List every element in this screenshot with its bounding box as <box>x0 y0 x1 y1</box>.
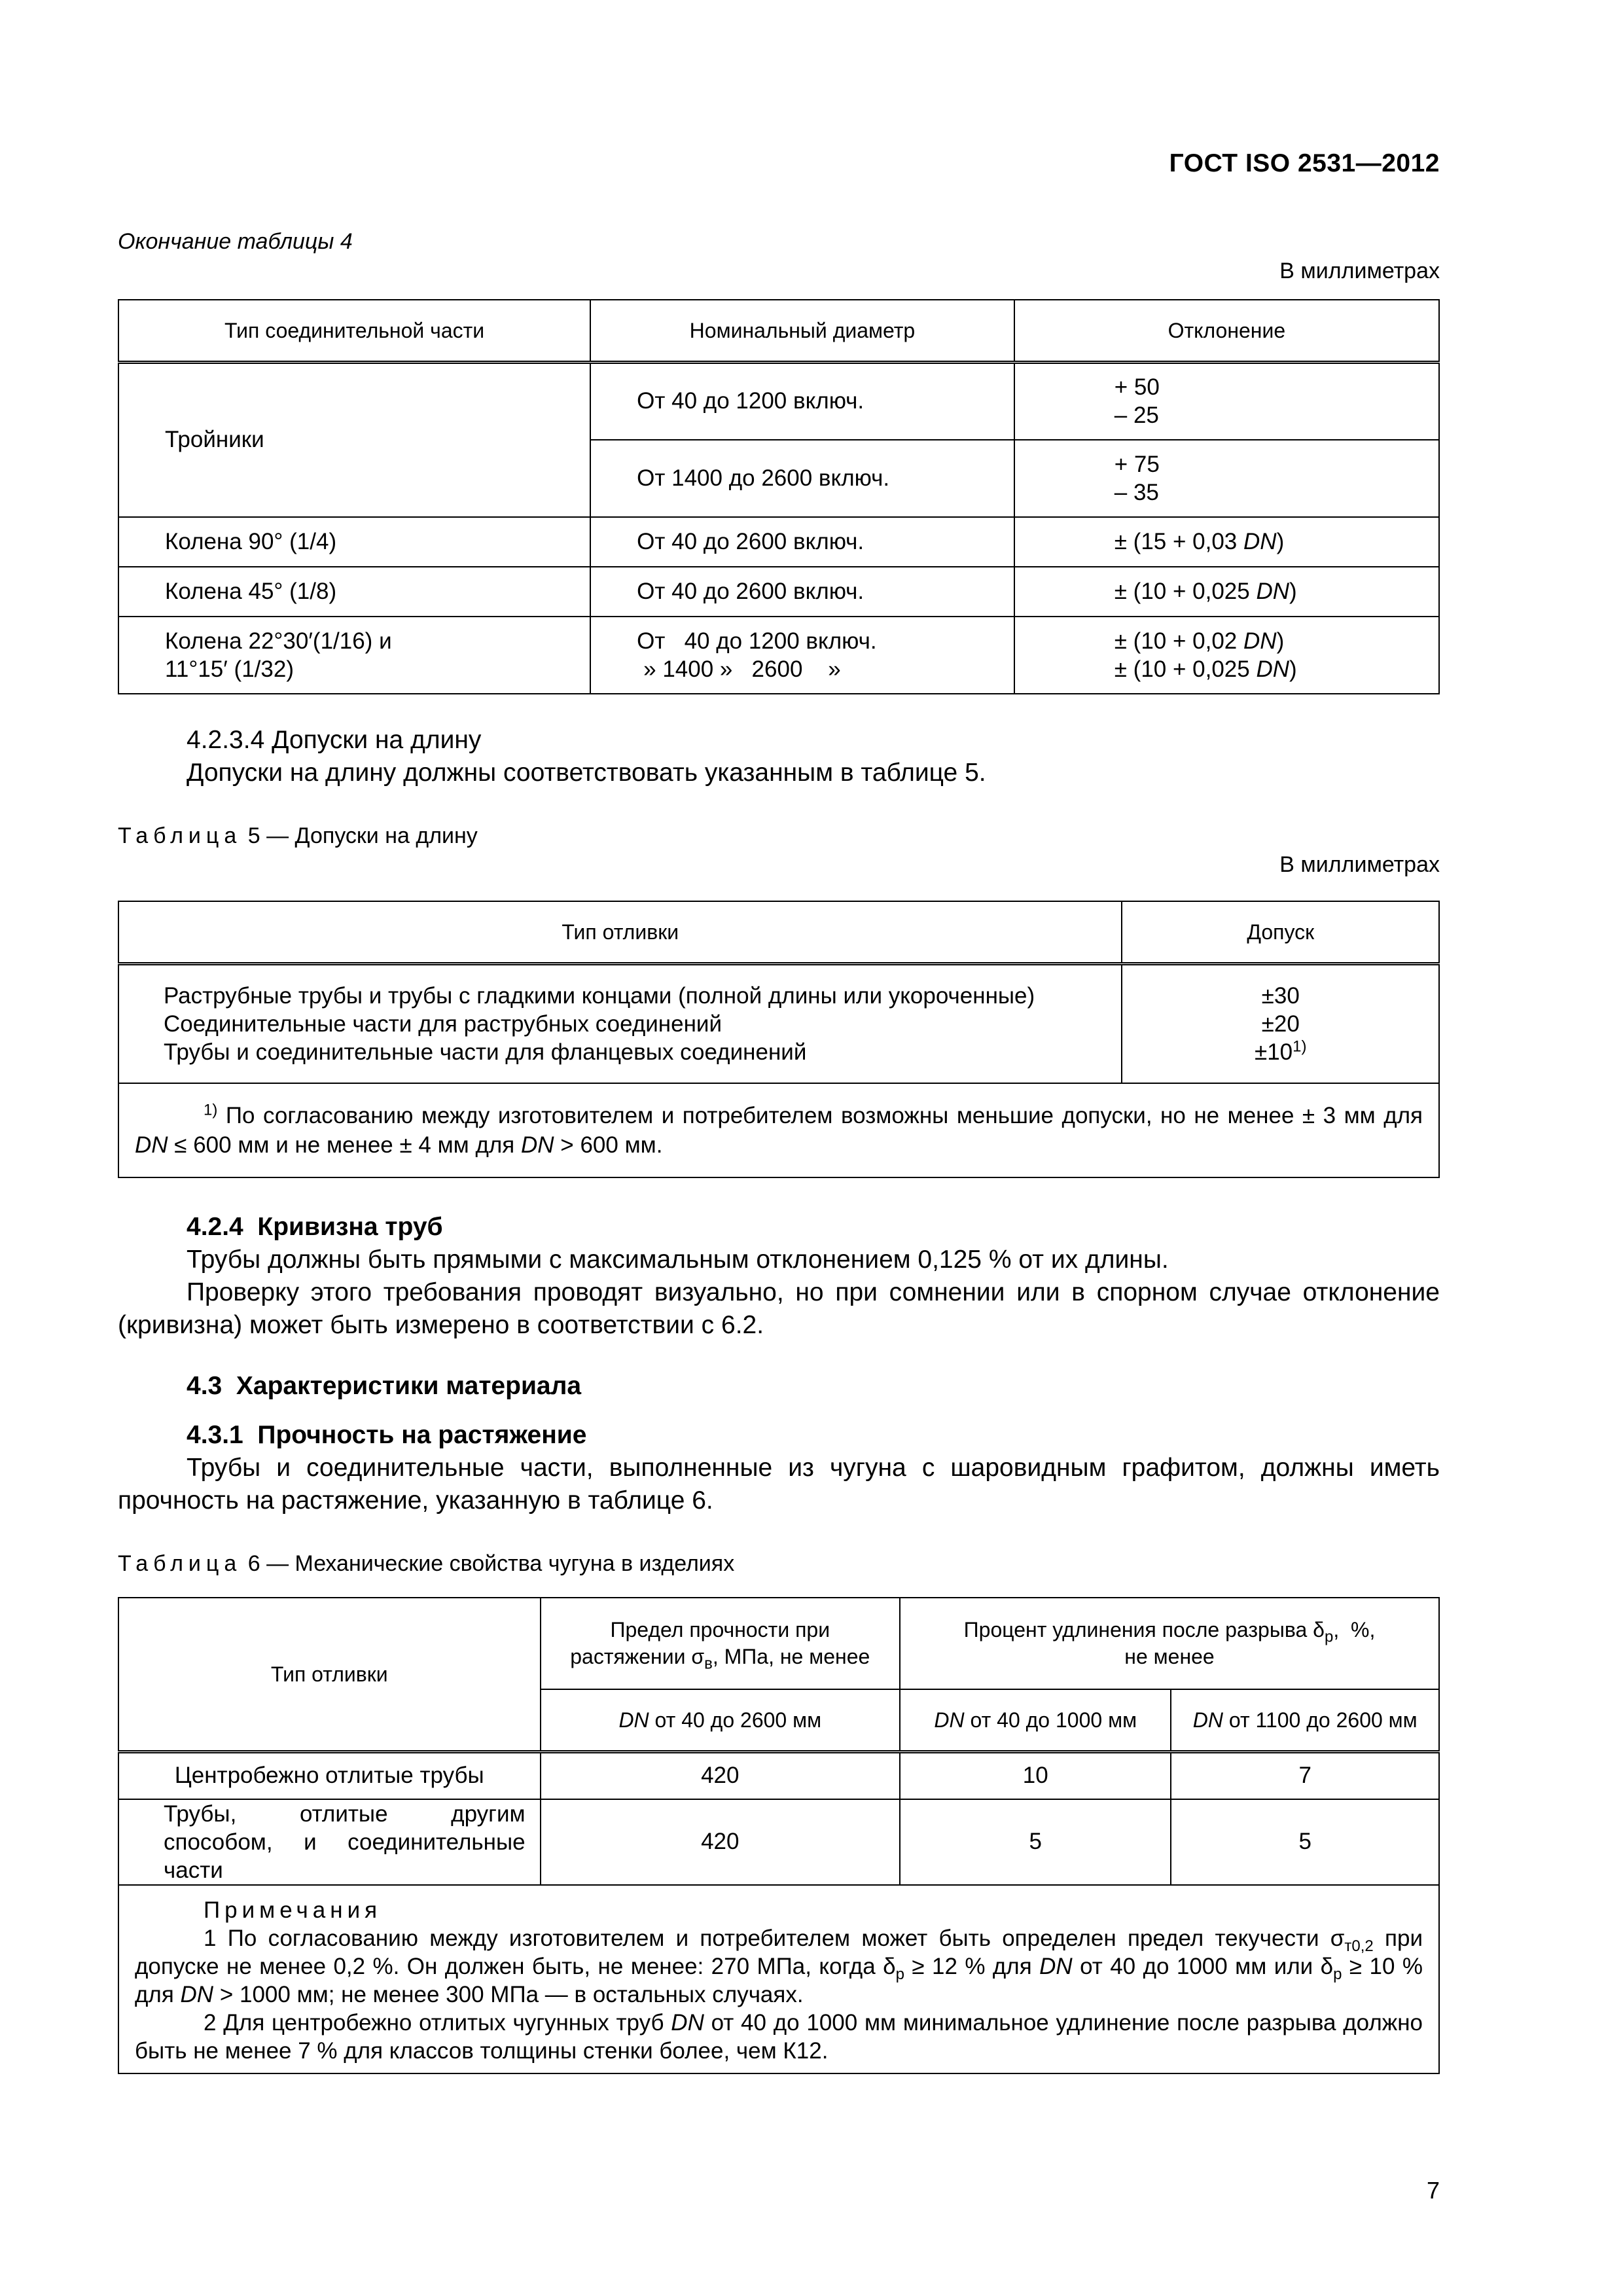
note-text: ≥ 12 % для <box>904 1953 1040 1979</box>
tees-diameter-2: От 1400 до 2600 включ. <box>590 440 1014 517</box>
table6-notes <box>118 1885 1439 2073</box>
table-row <box>118 1752 1439 1799</box>
dn-symbol: DN <box>1039 1953 1073 1979</box>
section-424-p1: Трубы должны быть прямыми с максимальным отклонением 0,125 % от их длины. <box>187 1246 1169 1274</box>
table5-tolerances <box>1122 964 1439 1083</box>
tees-deviation-1 <box>1014 363 1439 440</box>
note-1 <box>135 1924 1423 2009</box>
bend22-deviation-line2 <box>1115 655 1438 683</box>
dn-symbol: DN <box>618 1708 649 1732</box>
deviation-close: ) <box>1289 656 1297 682</box>
table6-header-type: Тип отливки <box>118 1598 541 1752</box>
dn-symbol: DN <box>1192 1708 1223 1732</box>
deviation-text: ± (15 + 0,03 <box>1114 528 1244 554</box>
note-text: от 40 до 1000 мм минимальное удлинение после разрыва должно быть не менее 7 % для классов толщины стенки более, чем К12. <box>135 2009 1423 2064</box>
deviation-minus: – 25 <box>1114 403 1159 429</box>
casting-type: Трубы, отлитые другим способом, и соединительные части <box>118 1799 541 1885</box>
sigma-subscript: т0,2 <box>1344 1937 1374 1955</box>
caption-rest: 6 — Механические свойства чугуна в изделиях <box>241 1551 735 1576</box>
section-424-heading: 4.2.4 Кривизна труб <box>187 1213 443 1241</box>
section-424 <box>118 1211 1440 1342</box>
table5-types <box>118 964 1122 1083</box>
caption-rest: 5 — Допуски на длину <box>241 823 478 848</box>
dn-symbol: DN <box>1243 628 1277 654</box>
section-4234 <box>118 724 1440 789</box>
deviation-minus: – 35 <box>1114 479 1159 505</box>
bend90-deviation <box>1014 517 1439 567</box>
table6-header-elongation <box>900 1598 1439 1689</box>
elongation-value: 10 <box>900 1752 1171 1799</box>
subheader-text: от 40 до 1000 мм <box>964 1708 1137 1732</box>
deviation-plus: + 75 <box>1114 451 1160 477</box>
tolerance-with-footnote <box>1122 1038 1438 1066</box>
casting-type: Раструбные трубы и трубы с гладкими концами (полной длины или укороченные) <box>164 982 1035 1009</box>
table4-header-deviation: Отклонение <box>1014 300 1439 363</box>
tolerance-value: ±20 <box>1261 1011 1300 1037</box>
bend22-deviation-line1 <box>1115 627 1438 655</box>
table6-header-strength <box>541 1598 900 1689</box>
dn-symbol: DN <box>1256 656 1290 682</box>
note-text: от 40 до 1000 мм или δ <box>1072 1953 1334 1979</box>
bend45-deviation <box>1014 567 1439 617</box>
table4 <box>118 299 1440 694</box>
elongation-value: 7 <box>1171 1752 1439 1799</box>
table4-header-type: Тип соединительной части <box>118 300 590 363</box>
bend45-diameter: От 40 до 2600 включ. <box>590 567 1014 617</box>
header-text: , МПа, не менее <box>712 1645 870 1668</box>
bend90-diameter: От 40 до 2600 включ. <box>590 517 1014 567</box>
header-text: Процент удлинения после разрыва δ <box>963 1618 1325 1641</box>
casting-type: Центробежно отлитые трубы <box>118 1752 541 1799</box>
table-row <box>118 363 1439 440</box>
section-431-text: Трубы и соединительные части, выполненные из чугуна с шаровидным графитом, должны иметь прочность на растяжение, указанную в таблице 6. <box>118 1454 1440 1515</box>
deviation-close: ) <box>1276 528 1285 554</box>
bend90-type: Колена 90° (1/4) <box>118 517 590 567</box>
elongation-value: 5 <box>900 1799 1171 1885</box>
table5-header-type: Тип отливки <box>118 901 1122 964</box>
section-43-heading: 4.3 Характеристики материала <box>187 1372 582 1400</box>
delta-subscript: р <box>895 1965 904 1983</box>
table-row <box>118 617 1439 694</box>
section-431-heading: 4.3.1 Прочность на растяжение <box>187 1421 587 1449</box>
table5-units: В миллиметрах <box>1279 852 1440 877</box>
tees-diameter-1: От 40 до 1200 включ. <box>590 363 1014 440</box>
table5-header-tolerance: Допуск <box>1122 901 1439 964</box>
section-43 <box>118 1370 1440 1403</box>
note-2 <box>135 2009 1423 2065</box>
caption-word: Таблица <box>118 823 242 848</box>
dn-symbol: DN <box>521 1132 554 1158</box>
header-text: растяжении σ <box>570 1645 705 1668</box>
table6-subheader-2 <box>900 1689 1171 1752</box>
tolerance-value: ±30 <box>1261 982 1300 1009</box>
delta-subscript: р <box>1333 1965 1342 1983</box>
footnote-ref: 1) <box>1293 1037 1307 1056</box>
section-431 <box>118 1419 1440 1517</box>
header-line: не менее <box>1124 1645 1215 1668</box>
note-text: 2 Для центробежно отлитых чугунных труб <box>204 2009 671 2036</box>
deviation-close: ) <box>1276 628 1285 654</box>
table4-units: В миллиметрах <box>1279 259 1440 283</box>
table5 <box>118 901 1440 1178</box>
note-text: 1 По согласованию между изготовителем и потребителем может быть определен предел текучести σ <box>204 1925 1345 1951</box>
header-line: Предел прочности при <box>610 1618 830 1641</box>
deviation-close: ) <box>1289 578 1297 604</box>
standard-header: ГОСТ ISO 2531—2012 <box>1169 149 1440 177</box>
table5-footnote <box>118 1083 1439 1177</box>
dn-symbol: DN <box>1256 578 1290 604</box>
header-line <box>901 1617 1438 1646</box>
note-text: при допуске не менее 0,2 %. Он должен быть, не менее: 270 МПа, когда δ <box>135 1925 1423 1979</box>
table4-continuation: Окончание таблицы 4 <box>118 229 353 254</box>
dn-symbol: DN <box>671 2009 704 2036</box>
table-row <box>118 517 1439 567</box>
note-text: ≥ 10 % для <box>135 1953 1423 2007</box>
table6-caption <box>118 1551 734 1577</box>
deviation-text: ± (10 + 0,02 <box>1114 628 1244 654</box>
footnote-text: > 600 мм. <box>554 1132 663 1158</box>
subheader-text: от 40 до 2600 мм <box>649 1708 822 1732</box>
section-424-p2: Проверку этого требования проводят визуально, но при сомнении или в спорном случае отклонение (кривизна) может быть измерено в соответствии с 6.2. <box>118 1278 1440 1339</box>
table6-subheader-1 <box>541 1689 900 1752</box>
footnote-mark: 1) <box>204 1100 218 1119</box>
table6-subheader-3 <box>1171 1689 1439 1752</box>
subheader-text: от 1100 до 2600 мм <box>1223 1708 1418 1732</box>
header-text: , %, <box>1333 1618 1376 1641</box>
document-page <box>118 0 1440 2296</box>
section-4234-heading: 4.2.3.4 Допуски на длину <box>187 726 482 754</box>
page-number: 7 <box>1426 2177 1440 2204</box>
tees-type: Тройники <box>118 363 590 517</box>
table-row <box>118 567 1439 617</box>
footnote-text: По согласованию между изготовителем и потребителем возможны меньшие допуски, но не менее ± 3 мм для <box>217 1102 1423 1128</box>
bend45-type: Колена 45° (1/8) <box>118 567 590 617</box>
dn-symbol: DN <box>135 1132 168 1158</box>
bend22-type-line1: Колена 22°30′(1/16) и <box>165 628 392 654</box>
table5-caption <box>118 823 478 849</box>
tolerance-value: ±10 <box>1255 1039 1293 1065</box>
dn-symbol: DN <box>1243 528 1277 554</box>
dn-symbol: DN <box>934 1708 965 1732</box>
deviation-text: ± (10 + 0,025 <box>1114 656 1257 682</box>
bend22-deviation <box>1014 617 1439 694</box>
notes-title: Примечания <box>204 1897 382 1923</box>
casting-type: Трубы и соединительные части для фланцевых соединений <box>164 1039 807 1065</box>
bend22-diameter-line2: » 1400 » 2600 » <box>643 656 841 682</box>
caption-word: Таблица <box>118 1551 242 1576</box>
table4-header-diameter: Номинальный диаметр <box>590 300 1014 363</box>
bend22-type-line2: 11°15′ (1/32) <box>165 656 294 682</box>
table6-notes-row <box>118 1885 1439 2073</box>
table5-footnote-row <box>118 1083 1439 1177</box>
table6-header-row1 <box>118 1598 1439 1689</box>
casting-type: Соединительные части для раструбных соединений <box>164 1011 722 1037</box>
sigma-subscript: в <box>704 1655 713 1673</box>
bend22-diameter <box>590 617 1014 694</box>
table-row <box>118 964 1439 1083</box>
strength-value: 420 <box>541 1752 900 1799</box>
bend22-type <box>118 617 590 694</box>
table6 <box>118 1597 1440 2074</box>
table4-header-row <box>118 300 1439 363</box>
note-text: > 1000 мм; не менее 300 МПа — в остальных случаях. <box>213 1981 804 2007</box>
table-row <box>118 1799 1439 1885</box>
delta-subscript: р <box>1324 1628 1334 1646</box>
strength-value: 420 <box>541 1799 900 1885</box>
dn-symbol: DN <box>180 1981 214 2007</box>
table5-header-row <box>118 901 1439 964</box>
tees-deviation-2 <box>1014 440 1439 517</box>
section-4234-text: Допуски на длину должны соответствовать указанным в таблице 5. <box>187 759 986 787</box>
footnote-text: ≤ 600 мм и не менее ± 4 мм для <box>168 1132 521 1158</box>
header-line <box>541 1643 899 1673</box>
deviation-plus: + 50 <box>1114 374 1160 401</box>
deviation-text: ± (10 + 0,025 <box>1114 578 1257 604</box>
elongation-value: 5 <box>1171 1799 1439 1885</box>
bend22-diameter-line1: От 40 до 1200 включ. <box>637 628 877 654</box>
